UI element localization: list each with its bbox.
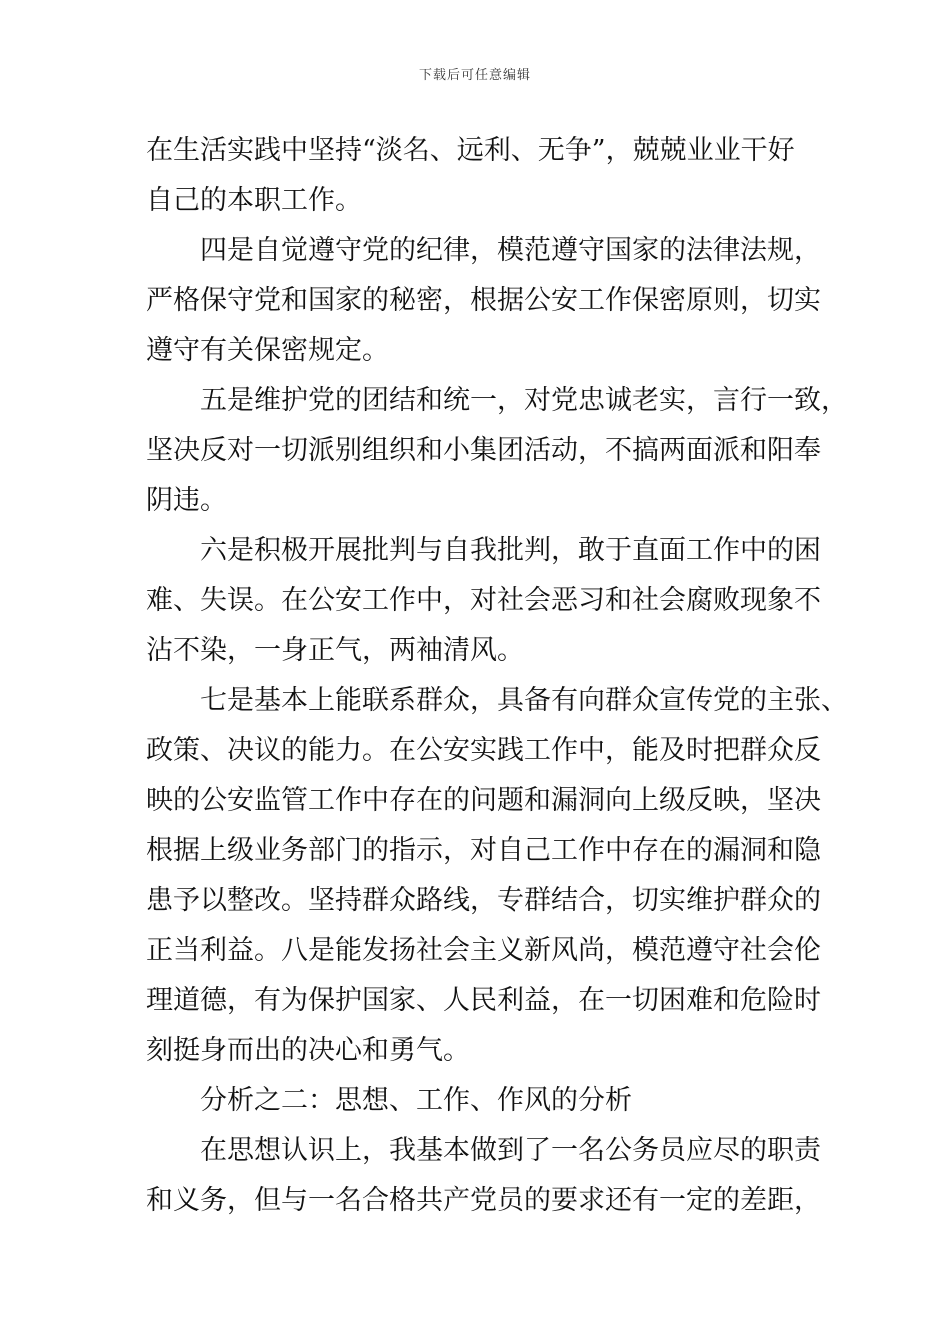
text-line: 四是自觉遵守党的纪律，模范遵守国家的法律法规， — [200, 235, 821, 266]
text-line: 坚决反对一切派别组织和小集团活动，不搞两面派和阳奉 — [146, 435, 821, 466]
text-line: 在思想认识上，我基本做到了一名公务员应尽的职责 — [200, 1135, 821, 1166]
document-body — [146, 126, 848, 1226]
text-line: 和义务，但与一名合格共产党员的要求还有一定的差距， — [146, 1185, 821, 1216]
text-line: 刻挺身而出的决心和勇气。 — [146, 1035, 470, 1066]
text-line: 患予以整改。坚持群众路线，专群结合，切实维护群众的 — [146, 885, 821, 916]
text-line: 映的公安监管工作中存在的问题和漏洞向上级反映，坚决 — [146, 785, 821, 816]
text-line: 沾不染，一身正气，两袖清风。 — [146, 635, 524, 666]
text-line: 政策、决议的能力。在公安实践工作中，能及时把群众反 — [146, 735, 821, 766]
text-line: 理道德，有为保护国家、人民利益，在一切困难和危险时 — [146, 985, 821, 1016]
text-line: 五是维护党的团结和统一，对党忠诚老实，言行一致， — [200, 385, 848, 416]
text-line: 根据上级业务部门的指示，对自己工作中存在的漏洞和隐 — [146, 835, 821, 866]
text-line: 七是基本上能联系群众，具备有向群众宣传党的主张、 — [200, 685, 848, 716]
text-line: 自己的本职工作。 — [146, 185, 362, 216]
text-line: 阴违。 — [146, 485, 227, 516]
text-line: 遵守有关保密规定。 — [146, 335, 389, 366]
text-line: 正当利益。八是能发扬社会主义新风尚，模范遵守社会伦 — [146, 935, 821, 966]
text-line: 在生活实践中坚持“淡名、远利、无争”，兢兢业业干好 — [146, 135, 795, 166]
text-line: 六是积极开展批判与自我批判，敢于直面工作中的困 — [200, 535, 821, 566]
page-header: 下载后可任意编辑 — [418, 68, 531, 83]
text-line: 难、失误。在公安工作中，对社会恶习和社会腐败现象不 — [146, 585, 821, 616]
section-heading: 分析之二：思想、工作、作风的分析 — [200, 1085, 632, 1116]
text-line: 严格保守党和国家的秘密，根据公安工作保密原则，切实 — [146, 285, 821, 316]
